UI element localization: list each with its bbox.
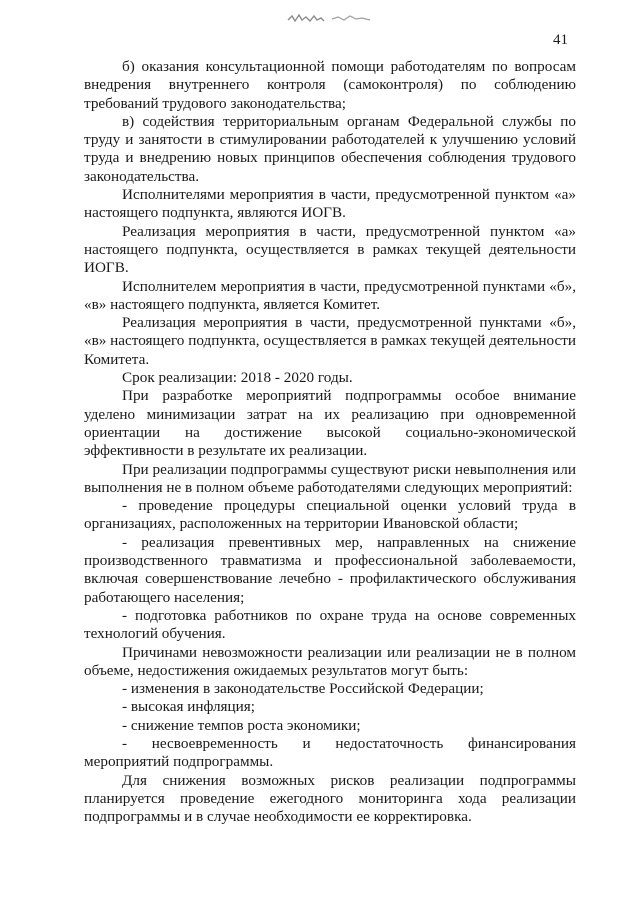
- paragraph-term: Срок реализации: 2018 - 2020 годы.: [122, 369, 353, 387]
- document-body: [84, 58, 576, 826]
- paragraph-item-v: в) содействия территориальным органам Федеральной службы по труду и занятости в стимулировании работодателей к улучшению условий труда и внедрению новых принципов обеспечения соблюдения трудового законодательства.: [84, 112, 576, 185]
- paragraph-cost-minimization: При разработке мероприятий подпрограммы особое внимание уделено минимизации затрат на их реализацию при одновременной ориентации на достижение высокой социально-экономической эффективности в результате их реализации.: [84, 387, 576, 460]
- page-number: 41: [553, 32, 568, 48]
- scan-artifact-mark: [286, 12, 374, 24]
- paragraph-item-b: б) оказания консультационной помощи работодателям по вопросам внедрения внутреннего контроля (самоконтроля) по соблюдению требований трудового законодательства;: [84, 58, 576, 112]
- paragraph-executors-a: Исполнителями мероприятия в части, предусмотренной пунктом «а» настоящего подпункта, являются ИОГВ.: [84, 186, 576, 222]
- paragraph-reasons-intro: Причинами невозможности реализации или реализации не в полном объеме, недостижения ожидаемых результатов могут быть:: [84, 643, 576, 679]
- paragraph-monitoring: Для снижения возможных рисков реализации подпрограммы планируется проведение ежегодного мониторинга хода реализации подпрограммы и в случае необходимости ее корректировка.: [84, 771, 576, 826]
- list-item-preventive-measures: - реализация превентивных мер, направленных на снижение производственного травматизма и профессиональной заболеваемости, включая совершенствование лечебно - профилактического обслуживания работающего населения;: [84, 533, 576, 606]
- list-item-financing: - несвоевременность и недостаточность финансирования мероприятий подпрограммы.: [84, 734, 576, 771]
- paragraph-implementation-bv: Реализация мероприятия в части, предусмотренной пунктами «б», «в» настоящего подпункта, осуществляется в рамках текущей деятельности Комитета.: [84, 314, 576, 368]
- paragraph-executor-bv: Исполнителем мероприятия в части, предусмотренной пунктами «б», «в» настоящего подпункта, является Комитет.: [84, 277, 576, 313]
- list-item-risk-assessment: - проведение процедуры специальной оценки условий труда в организациях, расположенных на территории Ивановской области;: [84, 497, 576, 533]
- list-item-training: - подготовка работников по охране труда на основе современных технологий обучения.: [84, 606, 576, 643]
- paragraph-risks-intro: При реализации подпрограммы существуют риски невыполнения или выполнения не в полном объеме работодателями следующих мероприятий:: [84, 460, 576, 496]
- list-item-inflation: - высокая инфляция;: [122, 698, 255, 716]
- list-item-legislation: - изменения в законодательстве Российской Федерации;: [122, 680, 484, 698]
- paragraph-implementation-a: Реализация мероприятия в части, предусмотренной пунктом «а» настоящего подпункта, осуществляется в рамках текущей деятельности ИОГВ.: [84, 222, 576, 277]
- list-item-economy: - снижение темпов роста экономики;: [122, 716, 361, 734]
